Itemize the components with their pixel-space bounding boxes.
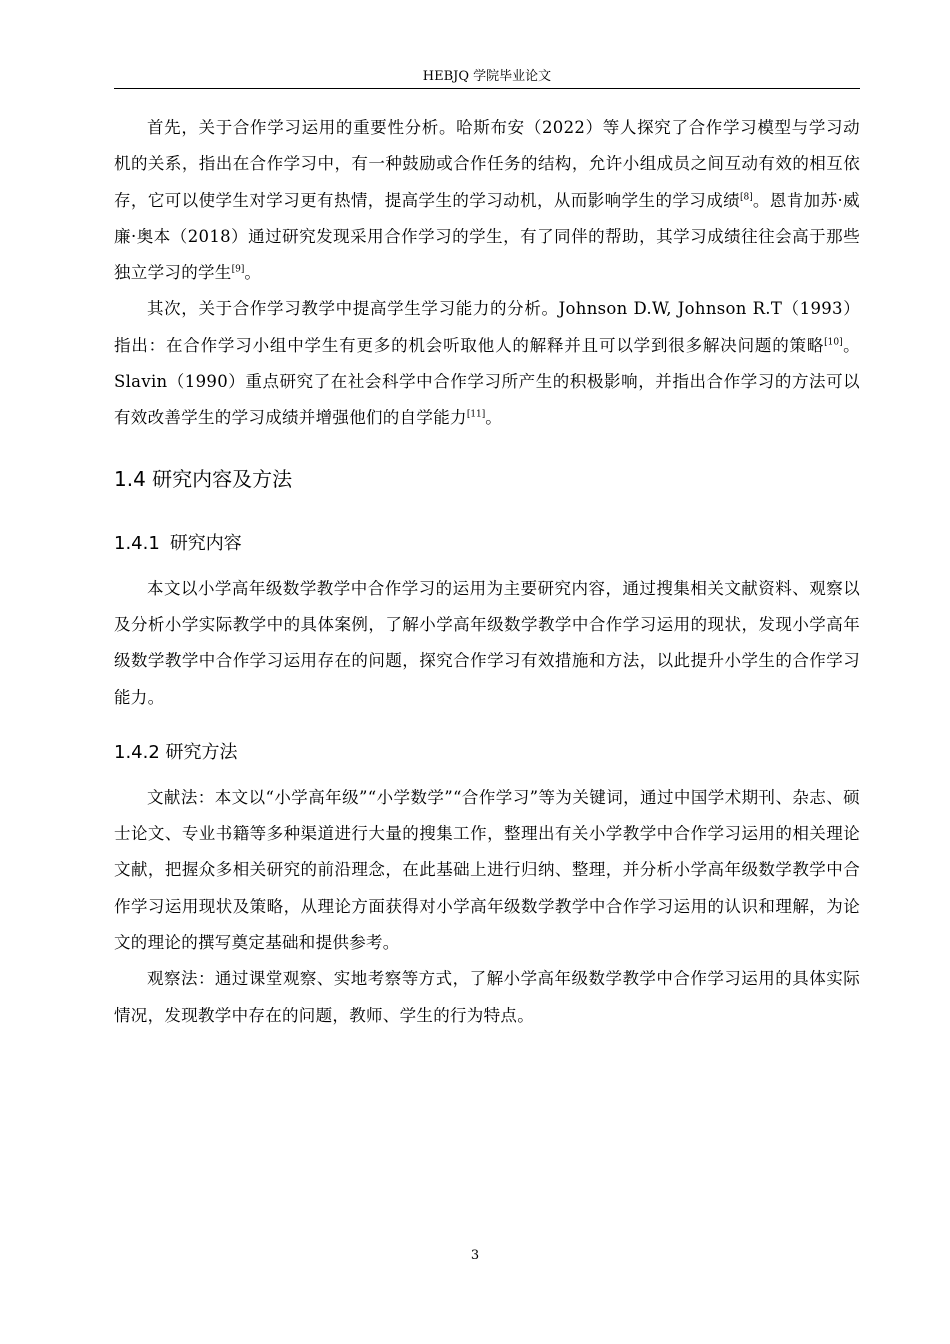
paragraph-text: 其次，关于合作学习教学中提高学生学习能力的分析。Johnson D.W, Johnson R.T（1993）指出：在合作学习小组中学生有更多的机会听取他人的解释并且可以学到很多解决问题的策略 — [114, 299, 860, 355]
paragraph-ability — [114, 291, 860, 436]
section-heading-1-4-2: 1.4.2 研究方法 — [114, 741, 238, 763]
paragraph-text: 。 — [244, 263, 262, 283]
paragraph-importance — [114, 110, 860, 291]
section-heading-1-4-1 — [114, 527, 860, 561]
citation-ref: [10] — [824, 337, 843, 348]
page-number: 3 — [470, 1248, 480, 1263]
paragraph-research-content: 本文以小学高年级数学教学中合作学习的运用为主要研究内容，通过搜集相关文献资料、观察以及分析小学实际教学中的具体案例，了解小学高年级数学教学中合作学习运用的现状，发现小学高年级数学教学中合作学习运用存在的问题，探究合作学习有效措施和方法，以此提升小学生的合作学习能力。 — [114, 578, 860, 707]
page-header: HEBJQ 学院毕业论文 — [422, 69, 552, 84]
citation-ref: [9] — [231, 264, 245, 275]
citation-ref: [11] — [466, 409, 486, 420]
heading-text: 研究内容 — [169, 532, 242, 554]
paragraph-literature-method: 文献法：本文以“小学高年级”“小学数学”“合作学习”等为关键词，通过中国学术期刊、杂志、硕士论文、专业书籍等多种渠道进行大量的搜集工作，整理出有关小学教学中合作学习运用的相关理论文献，把握众多相关研究的前沿理念，在此基础上进行归纳、整理，并分析小学高年级数学教学中合作学习运用现状及策略，从理论方面获得对小学高年级数学教学中合作学习运用的认识和理解，为论文的理论的撰写奠定基础和提供参考。 — [114, 787, 860, 953]
paragraph-text: 。 — [485, 408, 503, 428]
section-heading-1-4: 1.4 研究内容及方法 — [114, 466, 293, 491]
page-body — [114, 110, 860, 1034]
paragraph-text: 首先，关于合作学习运用的重要性分析。哈斯布安（2022）等人探究了合作学习模型与学习动机的关系，指出在合作学习中，有一种鼓励或合作任务的结构，允许小组成员之间互动有效的相互依存，它可以使学生对学习更有热情，提高学生的学习动机，从而影响学生的学习成绩 — [114, 118, 860, 210]
paragraph-text: 。恩肯加苏·威廉·奥本（2018）通过研究发现采用合作学习的学生，有了同伴的帮助，其学习成绩往往会高于那些独立学习的学生 — [114, 190, 860, 283]
citation-ref: [8] — [740, 192, 753, 203]
heading-number: 1.4.1 — [114, 532, 160, 554]
paragraph-text: 。Slavin（1990）重点研究了在社会科学中合作学习所产生的积极影响，并指出合作学习的方法可以有效改善学生的学习成绩并增强他们的自学能力 — [114, 335, 860, 428]
header-rule — [114, 88, 860, 89]
paragraph-observation-method: 观察法：通过课堂观察、实地考察等方式，了解小学高年级数学教学中合作学习运用的具体实际情况，发现教学中存在的问题，教师、学生的行为特点。 — [114, 969, 860, 1025]
